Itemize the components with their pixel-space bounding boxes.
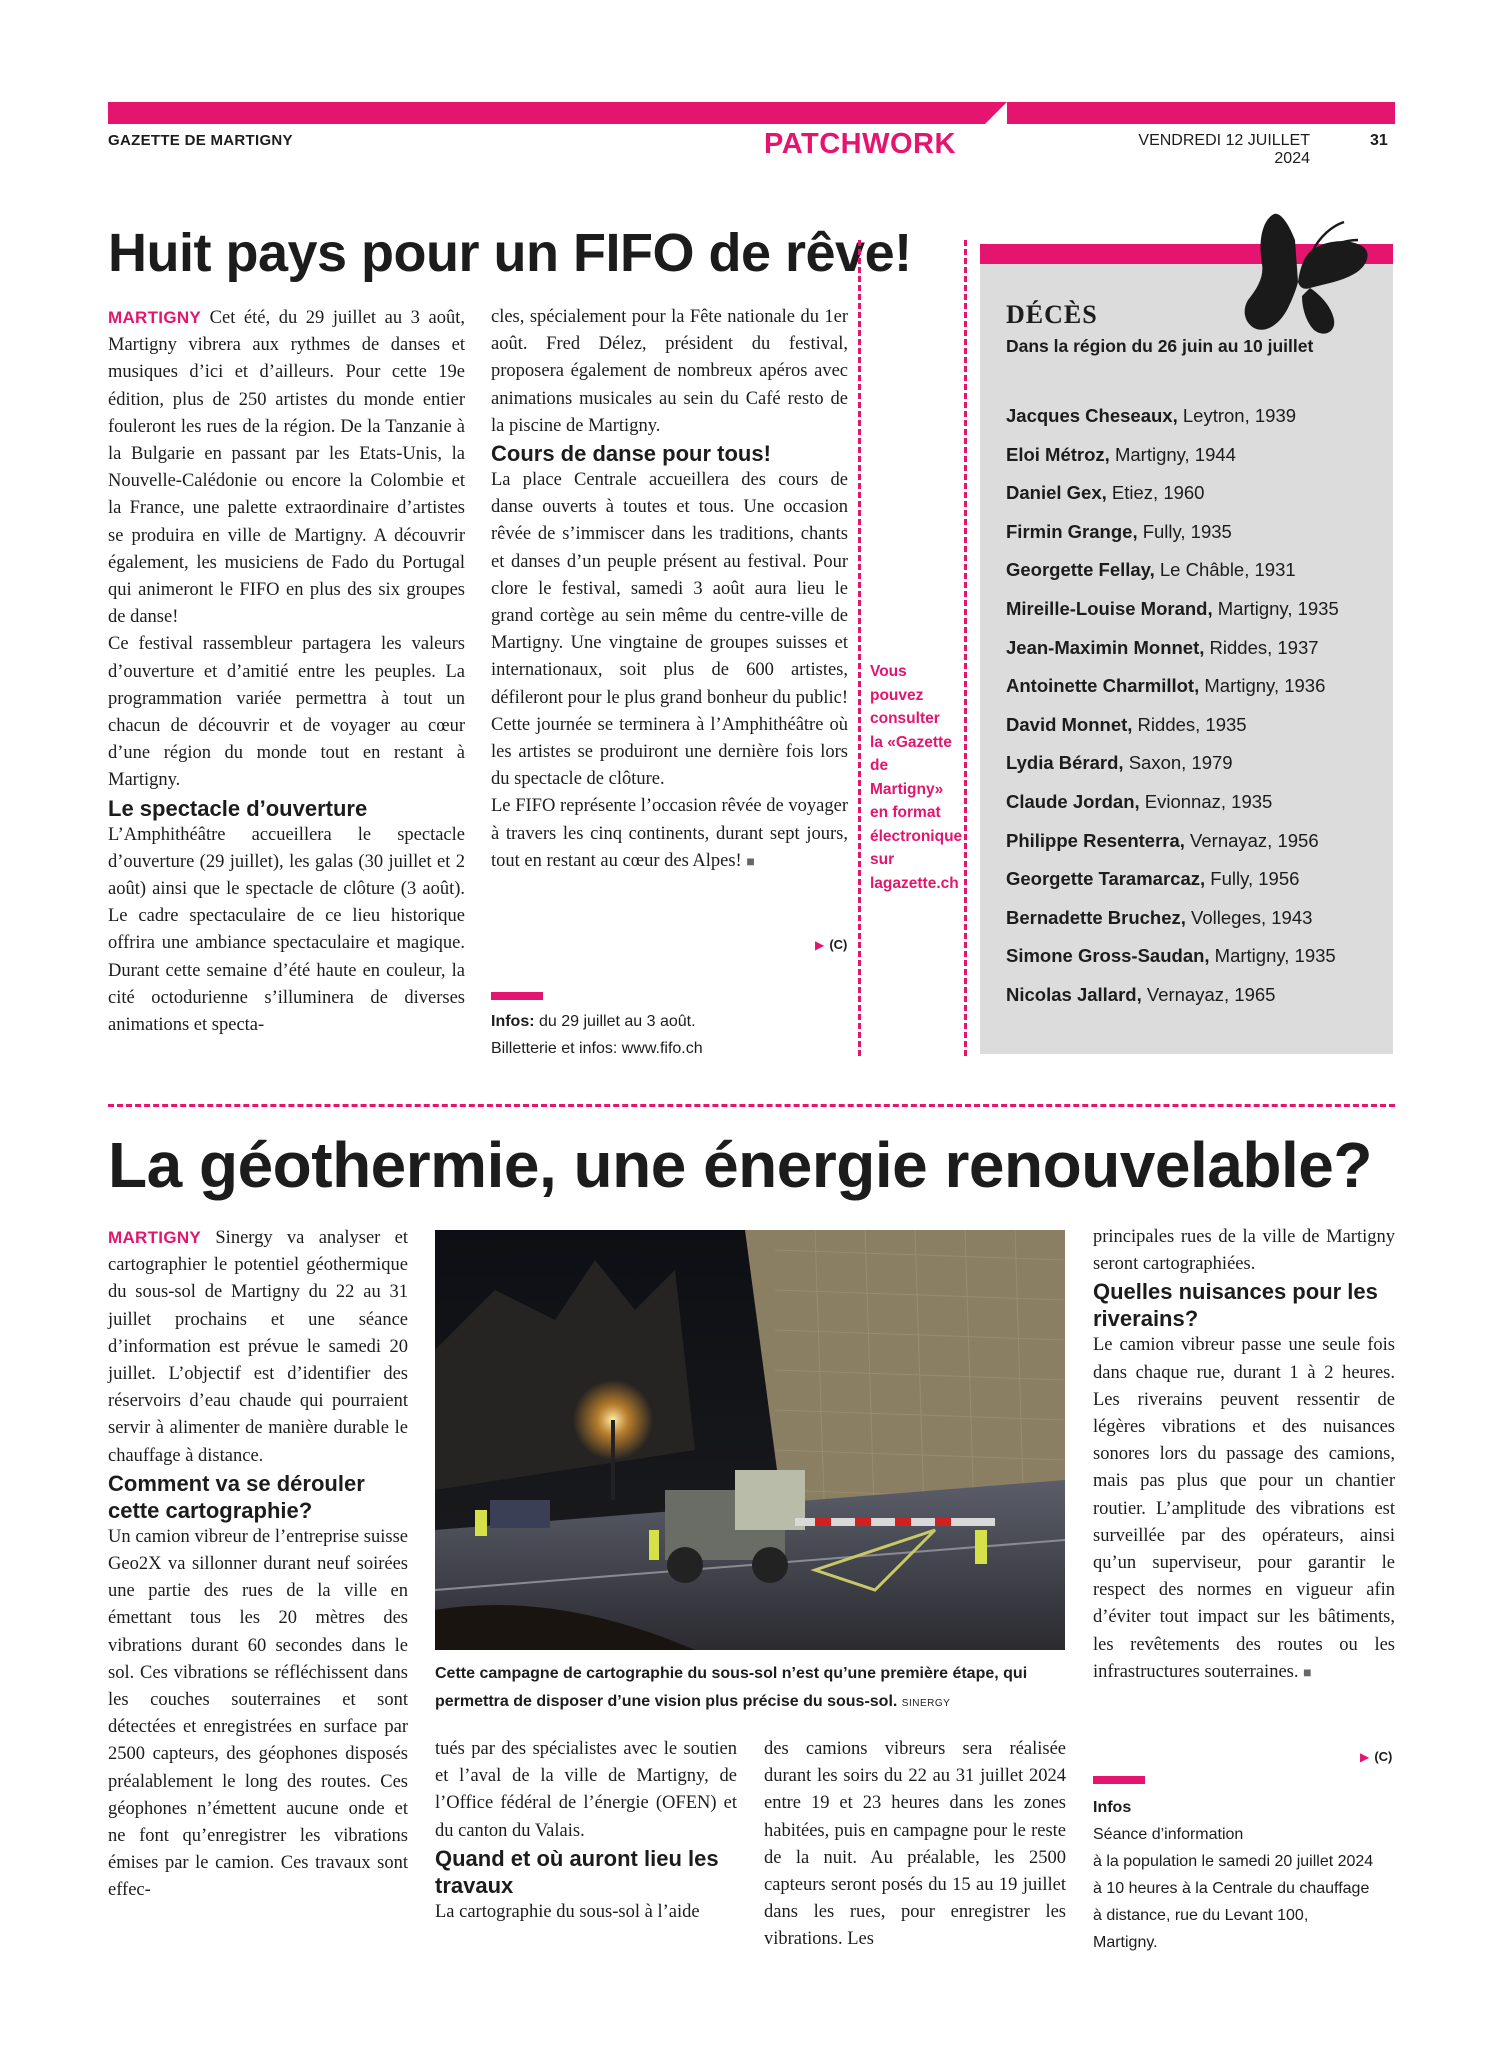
section-separator [108,1104,1395,1107]
geo-paragraph-3: tués par des spécialistes avec le soutien et l’aval de la ville de Martigny, de l’Office fédéral de l’énergie (OFEN) et du canton du Valais. [435,1739,737,1841]
geo-info-line: Séance d’information [1093,1826,1244,1843]
sidenote-line: de [870,757,889,774]
deces-title: DÉCÈS [1006,300,1098,329]
deces-entry: David Monnet, Riddes, 1935 [1006,713,1247,735]
triangle-icon: ▶ [1360,1750,1370,1764]
geo-subheading-3: Quelles nuisances pour les riverains? [1093,1279,1378,1332]
deces-entry: Georgette Fellay, Le Châble, 1931 [1006,559,1296,581]
fifo-info-line-1: du 29 juillet au 3 août. [534,1013,696,1030]
publication-name: GAZETTE DE MARTIGNY [108,132,293,149]
deces-entry: Jean-Maximin Monnet, Riddes, 1937 [1006,636,1319,658]
photo-credit: SINERGY [901,1698,951,1709]
deces-entry: Bernadette Bruchez, Volleges, 1943 [1006,906,1313,928]
fifo-headline: Huit pays pour un FIFO de rêve! [108,223,912,283]
deces-entry: Firmin Grange, Fully, 1935 [1006,520,1232,542]
geo-paragraph-2: Un camion vibreur de l’entreprise suisse Geo2X va sillonner durant neuf soirées une partie des rues de la ville en émettant tous les 20 mètres des vibrations durant 60 secondes dans le sol. Ces vibrations se réfléchissent dans les couches souterraines et sont détectées et enregistrées en surface par 2500 capteurs, des géophones disposés préalablement le long des routes. Ces géophones n’émettent aucune onde et ne font qu’enregistrer les vibrations émises par le camion. Ces travaux sont effec- [108,1526,408,1901]
triangle-icon: ▶ [815,938,825,952]
geo-column-2 [435,1736,737,1926]
fifo-info-bar [491,992,543,1000]
fifo-paragraph-5: La place Centrale accueillera des cours de danse ouverts à toutes et tous. Une occasion rêvée de s’immiscer dans les traditions, chants et danses d’un peuple présent au festival. Pour clore le festival, samedi 3 août aura lieu le grand cortège au sein même du centre-ville de Martigny. Une vingtaine de groupes suisses et internationaux, soit plus de 600 artistes, défileront pour le plus grand bonheur du public! Cette journée se terminera à l’Amphithéâtre où les artistes se produiront une dernière fois lors du spectacle de clôture. [491,470,848,790]
deces-list [1006,397,1386,1015]
geo-subheading-2: Quand et où auront lieu les travaux [435,1845,719,1898]
geo-paragraph-6: principales rues de la ville de Martigny seront cartographiées. [1093,1227,1395,1275]
sidenote [870,660,970,895]
fifo-credit [815,934,847,953]
photo-caption-text: Cette campagne de cartographie du sous-sol n’est qu’une première étape, qui permettra de disposer d’une vision plus précise du sous-sol. [435,1665,1028,1710]
fifo-paragraph-1: Cet été, du 29 juillet au 3 août, Martigny vibrera aux rythmes de danses et musiques d’ici et d’ailleurs. Pour cette 19e édition, plus de 250 artistes du monde entier fouleront les rues de la région. De la Tanzanie à la Bulgarie en passant par les Etats-Unis, la Nouvelle-Calédonie ou encore la Colombie et la France, une palette extraordinaire d’artistes se produira en ville de Martigny. A découvrir également, les musiciens de Fado du Portugal qui animeront le FIFO en plus des six groupes de danse! [108,308,465,628]
geo-credit [1360,1746,1392,1765]
geo-info [1093,1794,1395,1956]
geo-paragraph-7: Le camion vibreur passe une seule fois dans chaque rue, durant 1 à 2 heures. Les riverains peuvent ressentir de légères vibrations et des nuisances sonores lors du passage des camions, mais pas plus que pour un chantier routier. L’amplitude des vibrations est surveillée par des opérateurs, ainsi qu’un superviseur, pour garantir le respect des normes en vigueur afin d’éviter tout impact sur les bâtiments, les revêtements des routes ou les infrastructures souterraines. [1093,1335,1395,1682]
geo-paragraph-5: des camions vibreurs sera réalisée durant les soirs du 22 au 31 juillet 2024 entre 19 et 23 heures dans les zones habitées, puis en campagne pour le reste de la nuit. Au préalable, les 2500 capteurs seront posés du 15 au 19 juillet dans les rues, pour enregistrer les vibrations. Les [764,1739,1066,1950]
fifo-kicker: MARTIGNY [108,308,202,327]
geo-info-line: à distance, rue du Levant 100, [1093,1907,1309,1924]
geo-headline: La géothermie, une énergie renouvelable? [108,1129,1372,1201]
page-number: 31 [1370,132,1388,149]
deces-entry: Daniel Gex, Etiez, 1960 [1006,482,1205,504]
issue-date: VENDREDI 12 JUILLET 2024 [1138,132,1310,167]
sidenote-line: la «Gazette [870,733,952,751]
fifo-column-1 [108,304,465,1039]
fifo-paragraph-4: cles, spécialement pour la Fête nationale du 1er août. Fred Délez, président du festival, proposera également de nombreux apéros avec animations musicales au sein du Café resto de la piscine de Martigny. [491,307,848,436]
fifo-info-label: Infos: [491,1013,535,1030]
photo-caption [435,1660,1075,1718]
sidenote-line: Martigny» [870,780,944,798]
deces-entry: Mireille-Louise Morand, Martigny, 1935 [1006,597,1339,619]
geo-credit-text: (C) [1374,1749,1393,1764]
geo-info-line: Martigny. [1093,1934,1158,1951]
top-rule [108,102,1395,124]
fifo-column-2 [491,304,848,876]
geo-info-line: à 10 heures à la Centrale du chauffage [1093,1880,1370,1897]
section-title: PATCHWORK [764,128,956,160]
geo-paragraph-4: La cartographie du sous-sol à l’aide [435,1901,700,1922]
deces-subtitle: Dans la région du 26 juin au 10 juillet [1006,336,1314,356]
deces-entry: Philippe Resenterra, Vernayaz, 1956 [1006,829,1319,851]
geo-kicker: MARTIGNY [108,1228,202,1247]
sidenote-line: consulter [870,710,940,727]
geo-info-bar [1093,1776,1145,1784]
sidenote-line: lagazette.ch [870,874,959,892]
night-truck-photo [435,1230,1065,1650]
deces-entry: Georgette Taramarcaz, Fully, 1956 [1006,868,1300,890]
sidenote-line: en format [870,804,941,821]
sidenote-line: Vous [870,663,907,680]
fifo-subheading-2: Cours de danse pour tous! [491,441,771,467]
fifo-paragraph-2: Ce festival rassembleur partagera les valeurs d’ouverture et d’amitié entre les peuples. La programmation variée permettra à tout un chacun de découvrir et de voyager au cœur d’une région du monde tout en restant à Martigny. [108,634,465,791]
geo-column-1 [108,1224,408,1905]
geo-column-4 [1093,1224,1395,1687]
geo-paragraph-1: Sinergy va analyser et cartographier le potentiel géothermique du sous-sol de Martigny du 22 au 31 juillet prochains et une séance d’information est prévue le samedi 20 juillet. L’objectif est d’identifier des réservoirs d’eau chaude qui pourraient servir à alimenter de manière durable le chauffage à distance. [108,1228,409,1466]
fifo-paragraph-3: L’Amphithéâtre accueillera le spectacle d’ouverture (29 juillet), les galas (30 juillet et 2 août) ainsi que le spectacle de clôture (3 août). Le cadre spectaculaire de ce lieu historique offrira une ambiance spectaculaire et magique. Durant cette semaine d’été haute en couleur, la cité octodurienne s’illuminera de diverses animations et specta- [108,824,465,1036]
fifo-subheading-1: Le spectacle d’ouverture [108,795,368,821]
geo-subheading-1: Comment va se dérouler cette cartographie? [108,1470,365,1523]
sidenote-line: électronique [870,827,963,845]
butterfly-icon [1240,212,1380,347]
deces-entry: Simone Gross-Saudan, Martigny, 1935 [1006,945,1336,967]
deces-entry: Claude Jordan, Evionnaz, 1935 [1006,790,1273,812]
column-divider-2 [964,240,967,1056]
fifo-info-line-2: Billetterie et infos: www.fifo.ch [491,1040,703,1057]
sidenote-line: pouvez [870,686,924,704]
deces-entry: Antoinette Charmillot, Martigny, 1936 [1006,675,1326,697]
fifo-end-mark: ■ [746,854,755,870]
deces-entry: Jacques Cheseaux, Leytron, 1939 [1006,405,1297,426]
geo-info-line: à la population le samedi 20 juillet 2024 [1093,1853,1374,1870]
geo-info-title: Infos [1093,1799,1132,1816]
fifo-paragraph-6: Le FIFO représente l’occasion rêvée de voyager à travers les cinq continents, durant sept jours, tout en restant au cœur des Alpes! [491,796,848,871]
geo-end-mark: ■ [1303,1665,1312,1681]
geo-column-3 [764,1736,1066,1954]
fifo-info [491,1008,851,1062]
sidenote-line: sur [870,851,895,868]
deces-entry: Eloi Métroz, Martigny, 1944 [1006,443,1236,465]
column-divider-1 [858,240,861,1056]
deces-entry: Lydia Bérard, Saxon, 1979 [1006,752,1233,774]
deces-entry: Nicolas Jallard, Vernayaz, 1965 [1006,983,1276,1005]
top-rule-notch [985,102,1007,124]
fifo-credit-text: (C) [829,937,848,952]
